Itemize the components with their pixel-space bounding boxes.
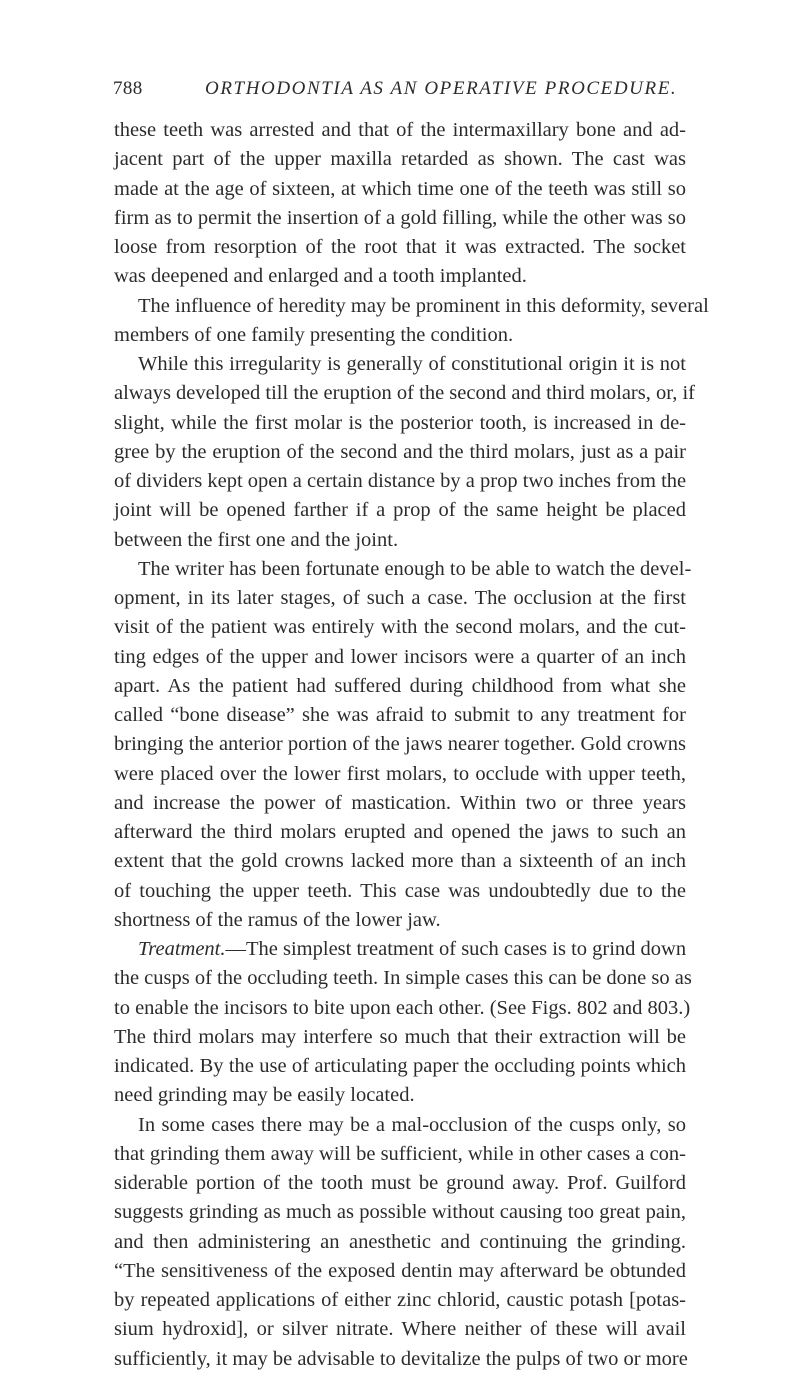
text-line: sufficiently, it may be advisable to devitalize the pulps of two or more (114, 1347, 688, 1370)
text-line: ting edges of the upper and lower incisors were a quarter of an inch (114, 645, 686, 668)
text-line (114, 935, 686, 964)
text-line: jacent part of the upper maxilla retarded as shown. The cast was (114, 148, 686, 171)
text-line: made at the age of sixteen, at which time one of the teeth was still so (114, 177, 686, 200)
line-text: —The simplest treatment of such cases is to grind down (225, 938, 687, 960)
text-line: were placed over the lower first molars, to occlude with upper teeth, (114, 762, 686, 785)
text-line: In some cases there may be a mal-occlusion of the cusps only, so (138, 1113, 686, 1136)
running-title: ORTHODONTIA AS AN OPERATIVE PROCEDURE. (205, 78, 678, 99)
text-line: indicated. By the use of articulating paper the occluding points which (114, 1055, 686, 1077)
text-line: of touching the upper teeth. This case was undoubtedly due to the (114, 879, 686, 902)
text-line: apart. As the patient had suffered during childhood from what she (114, 674, 686, 697)
text-line: “The sensitiveness of the exposed dentin may afterward be obtunded (114, 1259, 686, 1282)
text-line: The third molars may interfere so much that their extraction will be (114, 1025, 686, 1048)
text-line: shortness of the ramus of the lower jaw. (114, 908, 441, 931)
text-line: by repeated applications of either zinc chlorid, caustic potash [potas- (114, 1289, 686, 1311)
text-line: loose from resorption of the root that it was extracted. The socket (114, 236, 686, 258)
text-line: sium hydroxid], or silver nitrate. Where neither of these will avail (114, 1318, 686, 1341)
text-line: afterward the third molars erupted and opened the jaws to such an (114, 821, 686, 843)
text-line: visit of the patient was entirely with the second molars, and the cut- (114, 616, 686, 639)
text-line: bringing the anterior portion of the jaws nearer together. Gold crowns (114, 733, 686, 756)
text-line: The writer has been fortunate enough to be able to watch the devel- (138, 557, 692, 580)
text-line: firm as to permit the insertion of a gold filling, while the other was so (114, 206, 686, 229)
text-line: gree by the eruption of the second and the third molars, just as a pair (114, 440, 686, 463)
text-line: of dividers kept open a certain distance by a prop two inches from the (114, 470, 687, 492)
text-line: opment, in its later stages, of such a case. The occlusion at the first (114, 587, 686, 609)
text-line: The influence of heredity may be prominent in this deformity, several (138, 294, 709, 317)
text-line: slight, while the first molar is the posterior tooth, is increased in de- (114, 411, 686, 434)
text-line: called “bone disease” she was afraid to submit to any treatment for (114, 704, 686, 726)
text-line: siderable portion of the tooth must be ground away. Prof. Guilford (114, 1172, 686, 1194)
section-heading: Treatment. (138, 938, 226, 960)
text-line: and then administering an anesthetic and continuing the grinding. (114, 1230, 686, 1253)
text-line: always developed till the eruption of the second and third molars, or, if (114, 382, 695, 405)
text-line: between the first one and the joint. (114, 528, 399, 551)
text-line: to enable the incisors to bite upon each other. (See Figs. 802 and 803.) (114, 996, 691, 1019)
running-head (113, 75, 685, 103)
text-line: need grinding may be easily located. (114, 1084, 415, 1107)
text-line: extent that the gold crowns lacked more than a sixteenth of an inch (114, 850, 686, 873)
text-line: joint will be opened farther if a prop of the same height be placed (114, 499, 686, 522)
text-line: the cusps of the occluding teeth. In simple cases this can be done so as (114, 967, 692, 990)
text-line: suggests grinding as much as possible without causing too great pain, (114, 1201, 686, 1224)
text-line: and increase the power of mastication. Within two or three years (114, 791, 686, 814)
page-number: 788 (113, 78, 143, 99)
text-line: that grinding them away will be sufficient, while in other cases a con- (114, 1142, 686, 1165)
text-line: While this irregularity is generally of constitutional origin it is not (138, 353, 686, 375)
text-line: these teeth was arrested and that of the intermaxillary bone and ad- (114, 119, 686, 141)
text-line: was deepened and enlarged and a tooth implanted. (114, 265, 527, 288)
text-line: members of one family presenting the condition. (114, 323, 514, 346)
body-text (114, 116, 709, 1374)
